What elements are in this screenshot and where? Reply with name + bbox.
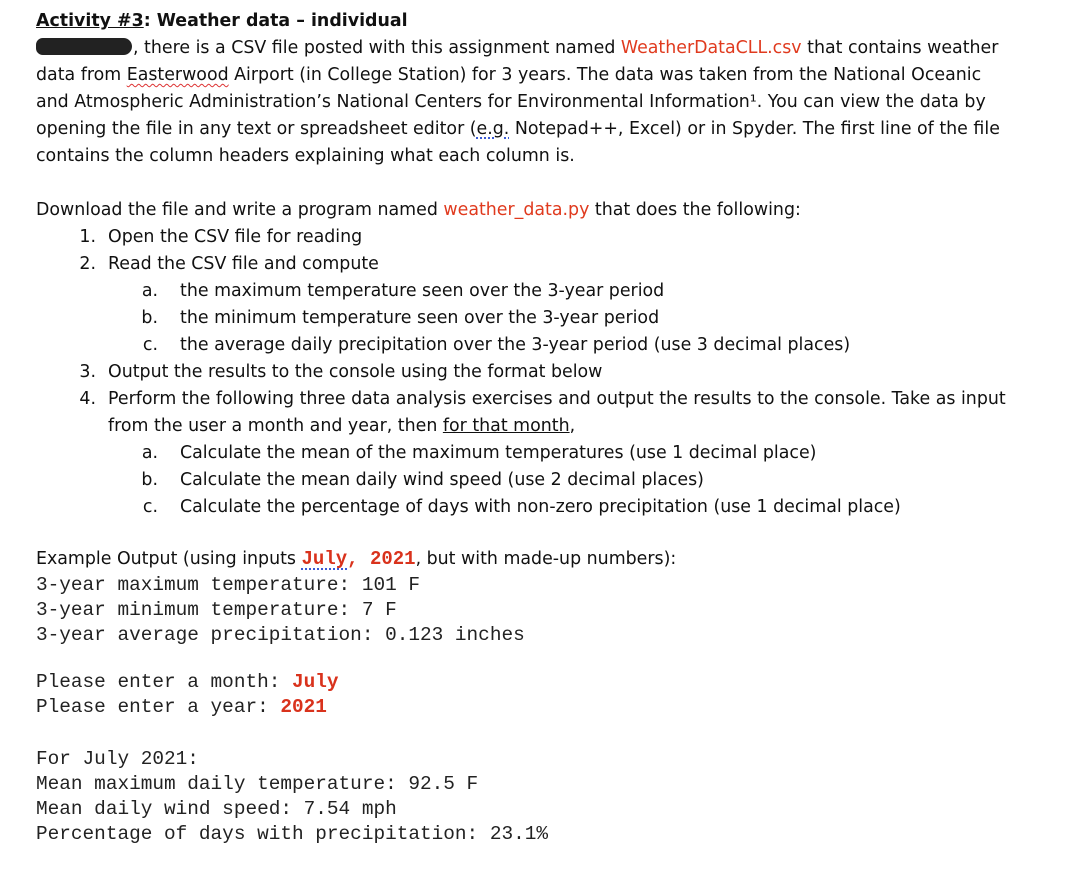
intro-line-4: opening the file in any text or spreadsheet editor (e.g. Notepad++, Excel) or in Spyder. The first line of the file [36,119,1000,139]
result-2: Mean daily wind speed: 7.54 mph [36,798,397,820]
list-item-continuation: from the user a month and year, then for that month, [108,416,576,436]
list-item: 1. Open the CSV file for reading [79,227,363,247]
list-subitem: b. the minimum temperature seen over the 3-year period [141,308,660,328]
activity-number: Activity #3 [36,11,144,31]
intro-line-5: contains the column headers explaining what each column is. [36,146,575,166]
intro-line-2: data from Easterwood Airport (in College Station) for 3 years. The data was taken from the National Oceanic [36,65,982,85]
results-heading: For July 2021: [36,748,199,770]
csv-filename: WeatherDataCLL.csv [620,38,802,58]
prompt-month-value: July [292,671,339,693]
console-prompts [36,670,1046,720]
list-item: 2. Read the CSV file and compute [79,254,379,274]
console-output-3: 3-year average precipitation: 0.123 inches [36,624,525,646]
for-that-month: for that month [442,416,570,436]
list-item: 4. Perform the following three data analysis exercises and output the results to the console. Take as input [79,389,1006,409]
task-section [36,197,1046,521]
prompt-year-value: 2021 [280,696,327,718]
example-lead: Example Output (using inputs July, 2021, but with made-up numbers): [36,548,677,570]
intro-paragraph [36,35,1046,170]
intro-line-3: and Atmospheric Administration’s National Centers for Environmental Information¹. You can view the data by [36,92,986,112]
result-3: Percentage of days with precipitation: 23.1% [36,823,548,845]
prompt-year: Please enter a year: 2021 [36,696,327,718]
activity-title-text: : Weather data – individual [143,11,408,31]
activity-title [36,8,408,35]
list-subitem: c. the average daily precipitation over the 3-year period (use 3 decimal places) [142,335,851,355]
example-input-year: 2021 [369,548,416,570]
example-section [36,546,1046,648]
airport-name: Easterwood [126,65,229,85]
console-output-1: 3-year maximum temperature: 101 F [36,574,420,596]
intro-line-1: , there is a CSV file posted with this assignment named WeatherDataCLL.csv that contains weather [36,35,1046,62]
eg-abbrev: e.g. [476,119,510,139]
list-item: 3. Output the results to the console using the format below [79,362,603,382]
console-output-2: 3-year minimum temperature: 7 F [36,599,397,621]
task-lead: Download the file and write a program named weather_data.py that does the following: [36,200,801,220]
list-subitem: c. Calculate the percentage of days with non-zero precipitation (use 1 decimal place) [142,497,901,517]
list-subitem: a. the maximum temperature seen over the 3-year period [141,281,665,301]
result-1: Mean maximum daily temperature: 92.5 F [36,773,479,795]
prompt-month: Please enter a month: July [36,671,339,693]
example-input-month: July [301,548,348,570]
list-subitem: a. Calculate the mean of the maximum temperatures (use 1 decimal place) [141,443,817,463]
console-results [36,747,1046,847]
redaction-mark [36,38,132,55]
program-name: weather_data.py [443,200,590,220]
list-subitem: b. Calculate the mean daily wind speed (use 2 decimal places) [141,470,704,490]
